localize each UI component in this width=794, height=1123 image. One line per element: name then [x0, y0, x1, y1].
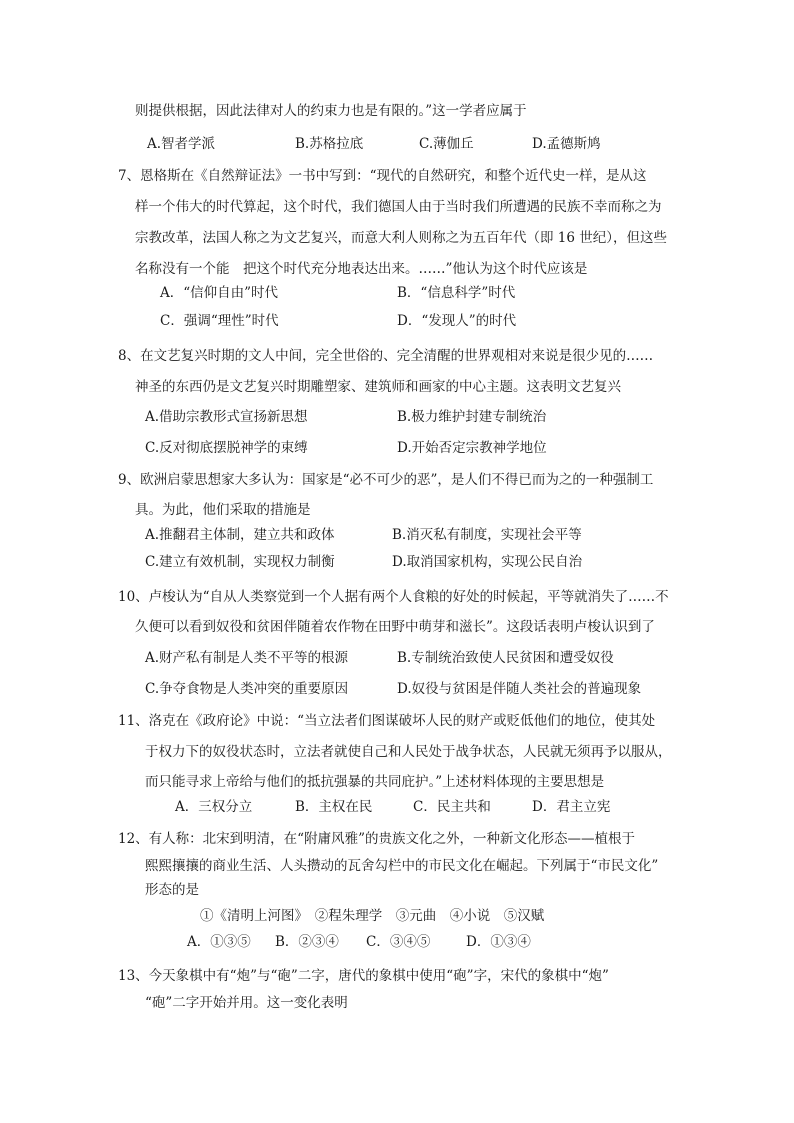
- q6-option-a: A.智者学派: [147, 136, 216, 152]
- q13-stem-line-2: “砲”二字开始并用。这一变化表明: [145, 995, 348, 1011]
- q9-option-b: B.消灭私有制度，实现社会平等: [392, 527, 582, 543]
- q6-option-d: D.孟德斯鸠: [532, 136, 601, 152]
- q8-option-b: B.极力维护封建专制统治: [397, 409, 547, 425]
- q9-option-a: A.推翻君主体制，建立共和政体: [145, 527, 335, 543]
- q9-option-d: D.取消国家机构，实现公民自治: [392, 554, 583, 570]
- q8-option-a: A.借助宗教形式宣扬新思想: [145, 409, 308, 425]
- q10-option-c: C.争夺食物是人类冲突的重要原因: [145, 681, 349, 697]
- q10-option-d: D.奴役与贫困是伴随人类社会的普遍现象: [397, 681, 642, 697]
- q11-option-c: C．民主共和: [413, 799, 491, 815]
- q7-stem-line-3: 宗教改革，法国人称之为文艺复兴，而意大利人则称之为五百年代（即 16 世纪），但这些: [135, 230, 668, 246]
- q12-stem-line-3: 形态的是: [145, 882, 199, 898]
- q7-option-b: B．“信息科学”时代: [397, 285, 516, 301]
- q8-stem-line-1: 8、在文艺复兴时期的文人中间，完全世俗的、完全清醒的世界观相对来说是很少见的……: [118, 348, 654, 364]
- q13-stem-line-1: 13、今天象棋中有“炮”与“砲”二字，唐代的象棋中使用“砲”字，宋代的象棋中“炮”: [118, 968, 609, 984]
- q8-option-d: D.开始否定宗教神学地位: [397, 440, 547, 456]
- q10-stem-line-1: 10、卢梭认为“自从人类察觉到一个人据有两个人食粮的好处的时候起，平等就消失了……不: [118, 589, 669, 605]
- q7-option-c: C．强调“理性”时代: [160, 313, 279, 329]
- q10-option-a: A.财产私有制是人类不平等的根源: [145, 650, 349, 666]
- q7-stem-line-4: 名称没有一个能 把这个时代充分地表达出来。……”他认为这个时代应该是: [135, 261, 588, 277]
- q12-option-c: C．③④⑤: [366, 934, 431, 950]
- q7-stem-line-1: 7、恩格斯在《自然辩证法》一书中写到：“现代的自然研究，和整个近代史一样，是从这: [118, 168, 647, 184]
- q9-stem-line-2: 具。为此，他们采取的措施是: [135, 502, 311, 518]
- q8-stem-line-2: 神圣的东西仍是文艺复兴时期雕塑家、建筑师和画家的中心主题。这表明文艺复兴: [135, 379, 621, 395]
- q10-option-b: B.专制统治致使人民贫困和遭受奴役: [397, 650, 614, 666]
- q6-option-b: B.苏格拉底: [295, 136, 364, 152]
- q12-option-b: B．②③④: [275, 934, 339, 950]
- q7-option-d: D．“发现人”的时代: [397, 313, 517, 329]
- q11-option-b: B．主权在民: [295, 799, 373, 815]
- q10-stem-line-2: 久便可以看到奴役和贫困伴随着农作物在田野中萌芽和滋长”。这段话表明卢梭认识到了: [135, 619, 655, 635]
- q9-option-c: C.建立有效机制，实现权力制衡: [145, 554, 335, 570]
- q6-stem-continuation: 则提供根据，因此法律对人的约束力也是有限的。”这一学者应属于: [135, 103, 527, 119]
- q11-option-d: D．君主立宪: [532, 799, 611, 815]
- q12-option-a: A．①③⑤: [187, 934, 251, 950]
- q11-option-a: A．三权分立: [175, 799, 253, 815]
- q11-stem-line-1: 11、洛克在《政府论》中说：“当立法者们图谋破坏人民的财产或贬低他们的地位，使其处: [118, 713, 656, 729]
- q9-stem-line-1: 9、欧洲启蒙思想家大多认为：国家是“必不可少的恶”，是人们不得已而为之的一种强制工: [118, 472, 654, 488]
- q7-option-a: A．“信仰自由”时代: [160, 285, 279, 301]
- q8-option-c: C.反对彻底摆脱神学的束缚: [145, 440, 308, 456]
- q12-items: ①《清明上河图》 ②程朱理学 ③元曲 ④小说 ⑤汉赋: [200, 908, 545, 924]
- q12-option-d: D．①③④: [466, 934, 531, 950]
- q11-stem-line-3: 而只能寻求上帝给与他们的抵抗强暴的共同庇护。”上述材料体现的主要思想是: [145, 774, 605, 790]
- q12-stem-line-1: 12、有人称：北宋到明清，在“附庸风雅”的贵族文化之外，一种新文化形态——植根于: [118, 831, 635, 847]
- q12-stem-line-2: 熙熙攘攘的商业生活、人头攒动的瓦舍勾栏中的市民文化在崛起。下列属于“市民文化”: [145, 858, 659, 874]
- q7-stem-line-2: 样一个伟大的时代算起，这个时代，我们德国人由于当时我们所遭遇的民族不幸而称之为: [135, 199, 662, 215]
- q11-stem-line-2: 于权力下的奴役状态时，立法者就使自己和人民处于战争状态，人民就无须再予以服从，: [145, 744, 672, 760]
- q6-option-c: C.薄伽丘: [419, 136, 474, 152]
